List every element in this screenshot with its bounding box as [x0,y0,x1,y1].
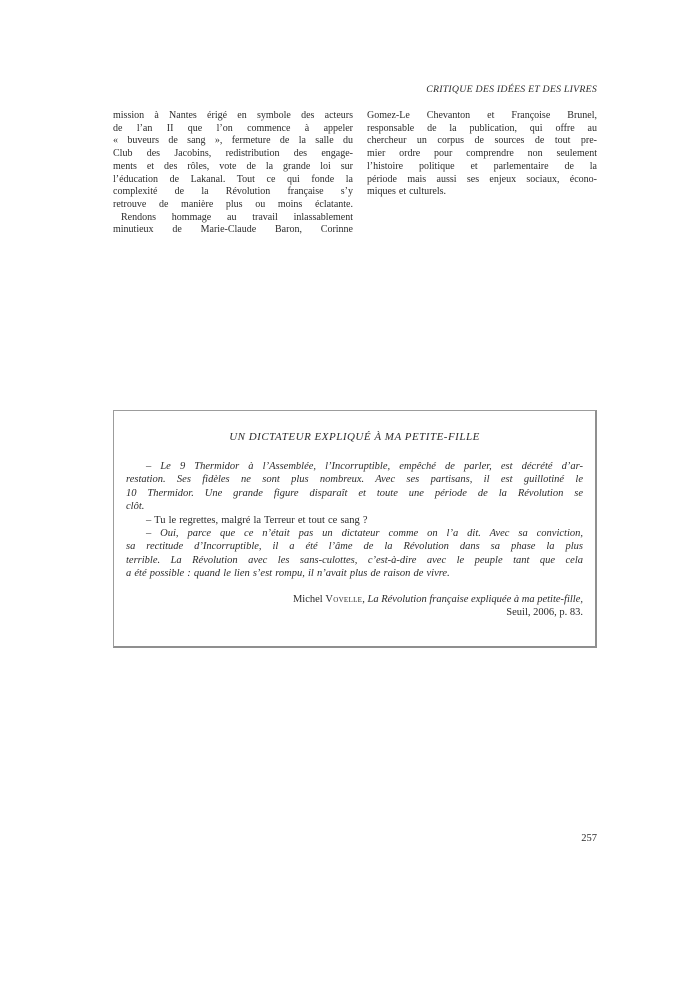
text-line: responsable de la publication, qui offre au [367,122,597,134]
text-line: – Tu le regrettes, malgré la Terreur et tout ce sang ? [146,514,368,526]
text-line: ments et des rôles, vote de la grande loi sur [113,160,353,172]
text-line: l’histoire politique et parlementaire de la [367,160,597,172]
text-line: Club des Jacobins, redistribution des engage- [113,148,353,160]
text-line: restation. Ses fidèles ne sont plus nombreux. Avec ses partisans, il est guillotiné le [126,474,583,486]
quotation-box-title: UN DICTATEUR EXPLIQUÉ À MA PETITE-FILLE [229,431,480,443]
text-line: miques et culturels. [367,186,447,198]
text-line: l’éducation de Lakanal. Tout ce qui fonde la [113,173,353,185]
text-line: mier ordre pour comprendre non seulement [367,148,597,160]
text-line: 10 Thermidor. Une grande figure disparaît et toute une période de la Révolution se [126,487,583,499]
two-column-text [113,110,597,237]
left-column-paragraph-2 [113,212,353,237]
attribution-line-1 [126,593,583,606]
text-line: complexité de la Révolution française s’y [113,186,353,198]
text-line: – Oui, parce que ce n’était pas un dictateur comme on l’a dit. Avec sa conviction, [146,528,583,540]
text-line: mission à Nantes érigé en symbole des acteurs [113,110,353,121]
text-line: minutieux de Marie-Claude Baron, Corinne [113,224,353,236]
right-column-paragraph-1 [367,110,597,199]
left-column [113,110,353,237]
text-line: « buveurs de sang », fermeture de la salle du [113,135,353,147]
text-line: terrible. La Révolution avec les sans-culottes, c’est-à-dire avec le peuple tant que cela [126,554,583,566]
author-first-name: Michel [292,593,326,605]
running-header: CRITIQUE DES IDÉES ET DES LIVRES [426,84,597,95]
text-line: de l’an II que l’on commence à appeler [113,122,353,134]
quote-paragraph-3 [126,527,583,581]
text-line: a été possible : quand le lien s’est rompu, il n’avait plus de raison de vivre. [126,568,450,580]
left-column-paragraph-1 [113,110,353,212]
attribution [126,593,583,620]
quote-paragraph-1 [126,460,583,514]
attribution-line-2: Seuil, 2006, p. 83. [506,607,583,619]
author-last-name: Vovelle [325,593,363,605]
text-line: – Le 9 Thermidor à l’Assemblée, l’Incorruptible, empêché de parler, est décrété d’ar- [146,461,583,472]
quote-paragraph-2 [126,514,583,527]
right-column [367,110,597,237]
text-line: retrouve de manière plus ou moins éclatante. [113,198,353,210]
page-number: 257 [581,833,597,844]
quotation-box [113,410,597,648]
text-line: clôt. [126,501,145,513]
text-line: chercheur un corpus de sources de tout pre- [367,135,597,147]
book-title: La Révolution française expliquée à ma petite-fille, [367,593,583,605]
text-line: période mais aussi ses enjeux sociaux, écono- [367,173,597,185]
text-line: sa rectitude d’Incorruptible, il a été l’âme de la Révolution dans sa phase la plus [126,541,583,553]
text-line: Rendons hommage au travail inlassablement [121,211,353,223]
attribution-separator: , [362,593,368,605]
text-line: Gomez-Le Chevanton et Françoise Brunel, [367,110,597,121]
